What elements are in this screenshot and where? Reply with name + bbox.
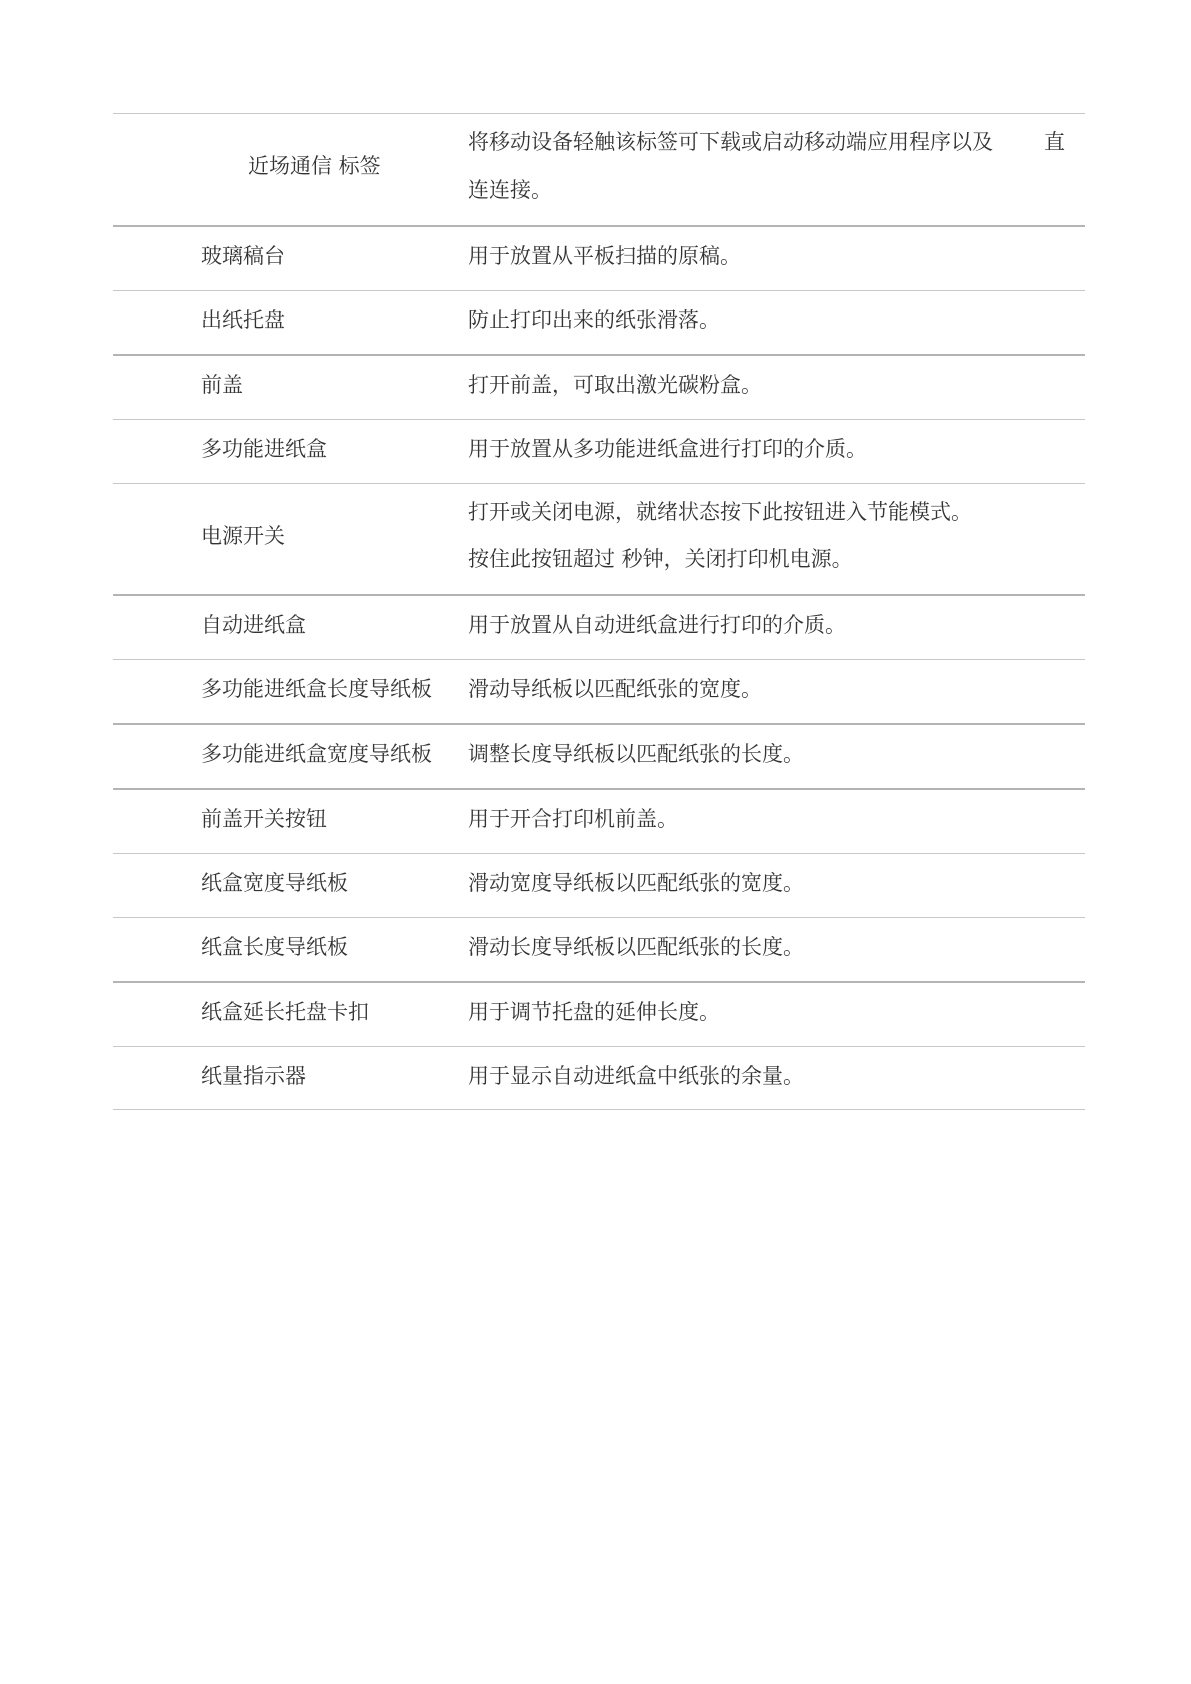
component-description-fragment: 直 xyxy=(1044,130,1065,154)
table-row xyxy=(113,354,1085,419)
component-description-table xyxy=(113,113,1085,1110)
component-name: 多功能进纸盒 xyxy=(201,437,327,461)
table-row xyxy=(113,659,1085,723)
component-name: 前盖开关按钮 xyxy=(201,807,327,831)
table-row xyxy=(113,483,1085,594)
component-name: 出纸托盘 xyxy=(201,308,285,332)
component-name: 纸盒宽度导纸板 xyxy=(201,871,348,895)
component-description: 用于调节托盘的延伸长度。 xyxy=(468,1000,720,1024)
table-row xyxy=(113,113,1085,225)
table-row xyxy=(113,788,1085,853)
table-row xyxy=(113,723,1085,788)
component-description: 将移动设备轻触该标签可下载或启动移动端应用程序以及 xyxy=(468,130,993,154)
component-description: 打开或关闭电源，就绪状态按下此按钮进入节能模式。 xyxy=(468,500,972,524)
component-description: 用于显示自动进纸盒中纸张的余量。 xyxy=(468,1064,804,1088)
component-name: 纸量指示器 xyxy=(201,1064,306,1088)
component-description: 滑动长度导纸板以匹配纸张的长度。 xyxy=(468,935,804,959)
table-row xyxy=(113,853,1085,917)
component-description: 打开前盖，可取出激光碳粉盒。 xyxy=(468,373,762,397)
component-description: 用于放置从平板扫描的原稿。 xyxy=(468,244,741,268)
table-row xyxy=(113,594,1085,659)
component-description-continued: 连连接。 xyxy=(468,178,552,202)
component-name: 近场通信 标签 xyxy=(248,154,381,178)
component-name: 前盖 xyxy=(201,373,243,397)
component-name: 纸盒延长托盘卡扣 xyxy=(201,1000,369,1024)
component-name: 玻璃稿台 xyxy=(201,244,285,268)
component-name: 多功能进纸盒长度导纸板 xyxy=(201,677,432,701)
component-description-continued: 按住此按钮超过 秒钟，关闭打印机电源。 xyxy=(468,547,853,571)
component-description: 滑动导纸板以匹配纸张的宽度。 xyxy=(468,677,762,701)
component-description: 用于放置从自动进纸盒进行打印的介质。 xyxy=(468,613,846,637)
table-row xyxy=(113,917,1085,981)
table-row xyxy=(113,981,1085,1046)
component-name: 自动进纸盒 xyxy=(201,613,306,637)
table-row xyxy=(113,1046,1085,1110)
table-row xyxy=(113,290,1085,354)
component-name: 电源开关 xyxy=(201,524,285,548)
component-description: 防止打印出来的纸张滑落。 xyxy=(468,308,720,332)
component-description: 调整长度导纸板以匹配纸张的长度。 xyxy=(468,742,804,766)
component-description: 用于开合打印机前盖。 xyxy=(468,807,678,831)
table-row xyxy=(113,419,1085,483)
table-row xyxy=(113,225,1085,290)
component-description: 滑动宽度导纸板以匹配纸张的宽度。 xyxy=(468,871,804,895)
component-name: 纸盒长度导纸板 xyxy=(201,935,348,959)
component-name: 多功能进纸盒宽度导纸板 xyxy=(201,742,432,766)
component-description: 用于放置从多功能进纸盒进行打印的介质。 xyxy=(468,437,867,461)
